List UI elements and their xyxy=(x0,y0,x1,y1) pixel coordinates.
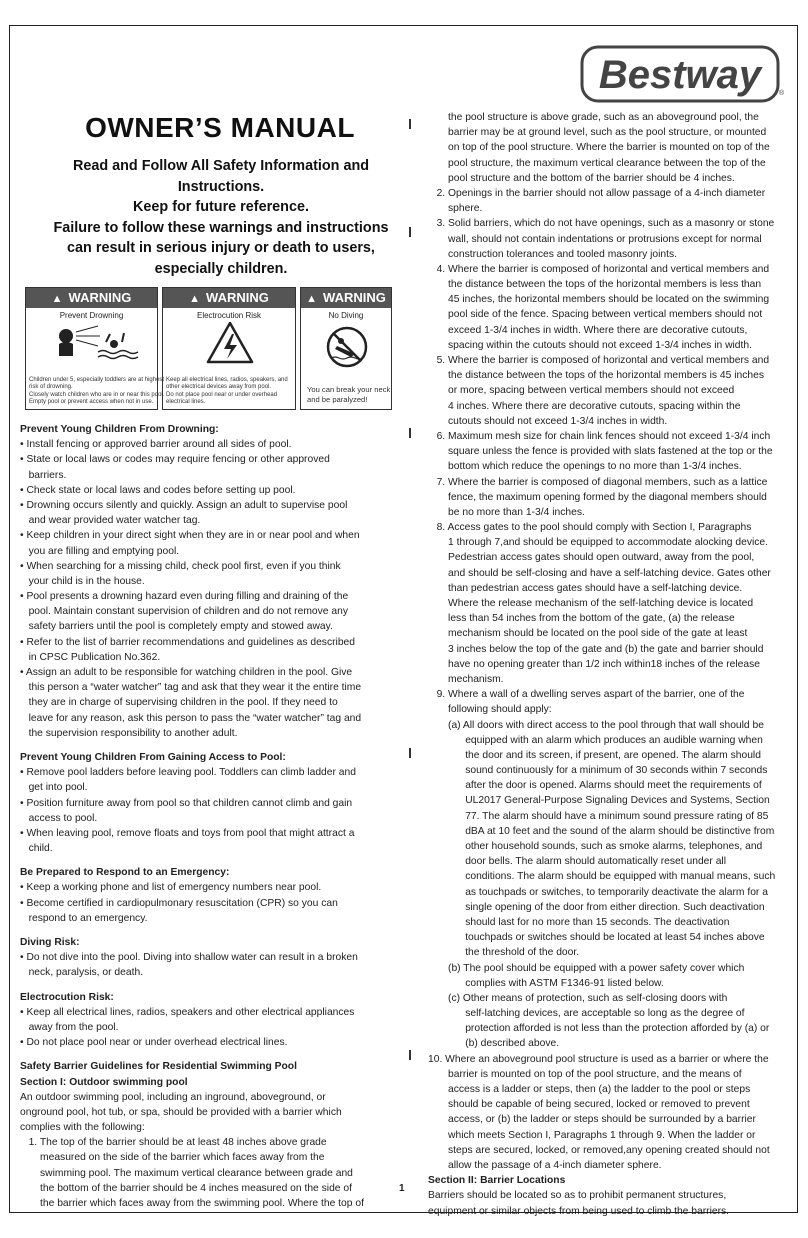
text-line: dBA at 10 feet and the sound of the alarm should be distinctive from xyxy=(428,825,775,837)
text-line: following should apply: xyxy=(428,704,552,716)
warning-box-electrocution xyxy=(162,287,296,410)
text-line: respond to an emergency. xyxy=(20,912,148,924)
column-separator xyxy=(409,119,411,129)
text-line: leave for any reason, ask this person to pass the “water watcher” tag and xyxy=(20,712,362,724)
text-line: this person a “water watcher” tag and ask that they wear it the entire time xyxy=(20,682,362,694)
text-line: measured on the side of the barrier which faces away from the xyxy=(20,1152,325,1164)
text-line: in CPSC Publication No.362. xyxy=(20,651,161,663)
text-line: other household sounds, such as smoke alarms, telephones, and xyxy=(428,841,763,852)
warning-text-line: risk of drowning. xyxy=(29,384,73,391)
text-line: mechanism. xyxy=(428,673,504,685)
text-line: the pool structure is above grade, such as an aboveground pool, the xyxy=(428,112,759,123)
text-line: equipped with an alarm which produces an audible warning when xyxy=(428,734,763,746)
text-line: • Become certified in cardiopulmonary resuscitation (CPR) so you can xyxy=(20,897,338,909)
spacer xyxy=(20,856,392,865)
text-line: • Keep a working phone and list of emergency numbers near pool. xyxy=(20,882,322,894)
logo-text: Bestway xyxy=(598,53,762,97)
safety-intro xyxy=(36,156,406,279)
no-diving-icon xyxy=(301,326,393,368)
text-line: have no opening greater than 1/2 inch within18 inches of the release xyxy=(428,658,761,670)
text-line: protection afforded is not less than the protection afforded by (a) or xyxy=(428,1023,770,1035)
text-line: away from the pool. xyxy=(20,1021,119,1033)
text-line: 3. Solid barriers, which do not have openings, such as a masonry or stone xyxy=(428,218,775,230)
left-column xyxy=(20,422,392,1211)
text-line: • Do not dive into the pool. Diving into shallow water can result in a broken xyxy=(20,952,358,964)
text-line: wall, should not contain indentations or protrusions except for normal xyxy=(428,233,762,245)
text-line: (c) Other means of protection, such as self-closing doors with xyxy=(428,992,728,1004)
spacer xyxy=(20,1050,392,1059)
spacer xyxy=(20,926,392,935)
text-line: • Refer to the list of barrier recommendations and guidelines as described xyxy=(20,636,355,648)
warning-subtitle: Electrocution Risk xyxy=(196,311,262,320)
warning-text xyxy=(166,377,293,406)
text-line: the supervision responsibility to another adult. xyxy=(20,727,238,739)
text-line: barrier is mounted on top of the pool structure, and the means of xyxy=(428,1068,742,1080)
text-line: barriers. xyxy=(20,469,67,481)
text-line: • Remove pool ladders before leaving pool. Toddlers can climb ladder and xyxy=(20,767,356,779)
text-line: An outdoor swimming pool, including an inground, aboveground, or xyxy=(20,1091,326,1103)
text-line: conditions. The alarm should be equipped with manual means, such xyxy=(428,871,776,883)
warning-text-line: Keep all electrical lines, radios, speakers, and xyxy=(166,377,288,384)
text-line: less than 54 inches from the bottom of the gate, (a) the release xyxy=(428,613,735,625)
text-line: 5. Where the barrier is composed of horizontal and vertical members and xyxy=(428,355,770,366)
warning-header xyxy=(26,288,157,308)
warning-subtitle: Prevent Drowning xyxy=(59,311,124,320)
page-number: 1 xyxy=(399,1183,405,1194)
text-line: the distance between the tops of the horizontal members is 45 inches xyxy=(428,370,764,382)
text-line: on top of the pool structure. Where the barrier is mounted on top of the xyxy=(428,142,770,154)
text-line: complies with ASTM F1346-91 listed below. xyxy=(428,977,664,989)
bestway-logo xyxy=(580,43,785,105)
spacer xyxy=(20,741,392,750)
intro-line: Read and Follow All Safety Information and xyxy=(72,158,370,174)
text-line: 7. Where the barrier is composed of diagonal members, such as a lattice xyxy=(428,476,768,488)
text-line: mechanism should be located on the pool side of the gate at least xyxy=(428,628,748,640)
section-heading: Section II: Barrier Locations xyxy=(428,1175,566,1187)
text-line: pool. Maintain constant supervision of children and do not remove any xyxy=(20,606,348,618)
column-separator xyxy=(409,428,411,438)
text-line: be no more than 1-3/4 inches. xyxy=(428,506,585,518)
text-line: exceed 1-3/4 inches in width. Where there are decorative cutouts, xyxy=(428,324,748,336)
text-line: touchpads or switches should be located at least 54 inches above xyxy=(428,932,765,944)
svg-text:®: ® xyxy=(779,90,785,97)
intro-line: Failure to follow these warnings and instructions xyxy=(53,219,389,236)
intro-line: can result in serious injury or death to users, xyxy=(67,240,375,256)
column-separator xyxy=(409,227,411,237)
text-line: • Position furniture away from pool so that children cannot climb and gain xyxy=(20,797,353,809)
warning-text-line: Do not place pool near or under overhead xyxy=(166,391,278,398)
text-line: 8. Access gates to the pool should comply with Section I, Paragraphs xyxy=(428,522,752,534)
warning-labels xyxy=(25,287,392,410)
text-line: • Do not place pool near or under overhead electrical lines. xyxy=(20,1037,288,1049)
section-heading: Be Prepared to Respond to an Emergency: xyxy=(20,867,230,879)
text-line: complies with the following: xyxy=(20,1122,145,1134)
page-title: OWNER’S MANUAL xyxy=(85,112,355,143)
text-line: 4 inches. Where there are decorative cutouts, spacing within the xyxy=(428,400,741,412)
drowning-child-icon xyxy=(26,322,159,364)
warning-text-line: Closely watch children who are in or near this pool. xyxy=(29,391,165,398)
section-heading: Electrocution Risk: xyxy=(20,991,114,1003)
text-line: Where the release mechanism of the self-latching device is located xyxy=(428,598,754,609)
text-line: the distance between the tops of the horizontal members is less than xyxy=(428,279,762,291)
section-heading: Diving Risk: xyxy=(20,937,80,948)
warning-text-line: other electrical devices away from pool. xyxy=(166,384,272,391)
text-line: • Keep all electrical lines, radios, speakers and other electrical appliances xyxy=(20,1006,355,1018)
text-line: the threshold of the door. xyxy=(428,947,580,959)
text-line: • Keep children in your direct sight when they are in or near pool and when xyxy=(20,530,360,542)
text-line: pool side of the fence. Spacing between vertical members should not xyxy=(428,309,763,321)
text-line: the bottom of the barrier should be 4 inches measured on the side of xyxy=(20,1182,352,1194)
warning-triangle-icon: ▲ xyxy=(51,293,63,305)
text-line: • State or local laws or codes may require fencing or other approved xyxy=(20,454,330,466)
text-line: the door and its screen, if present, are opened. The alarm should xyxy=(428,749,761,761)
text-line: after the door is opened. Alarms should meet the requirements of xyxy=(428,780,762,792)
text-line: neck, paralysis, or death. xyxy=(20,967,144,979)
text-line: sphere. xyxy=(428,203,483,215)
text-line: • When searching for a missing child, check pool first, even if you think xyxy=(20,560,341,572)
intro-line: Keep for future reference. xyxy=(133,199,309,215)
text-line: Pedestrian access gates should open outward, away from the pool, xyxy=(428,552,755,564)
section-heading: Safety Barrier Guidelines for Residential Swimming Pool xyxy=(20,1061,297,1073)
warning-text-line: Children under 5, especially toddlers are at highest xyxy=(29,377,165,384)
text-line: • Drowning occurs silently and quickly. Assign an adult to supervise pool xyxy=(20,499,348,511)
text-line: bottom which reduce the openings to no more than 1-3/4 inches. xyxy=(428,461,742,473)
text-line: square unless the fence is provided with slats fastened at the top or the xyxy=(428,446,773,458)
text-line: construction tolerances and tooled masonry joints. xyxy=(428,248,677,260)
text-line: • Install fencing or approved barrier around all sides of pool. xyxy=(20,439,292,451)
column-separator xyxy=(409,1050,411,1060)
text-line: cutouts should not exceed 1-3/4 inches in width. xyxy=(428,415,668,427)
text-line: • Assign an adult to be responsible for watching children in the pool. Give xyxy=(20,667,353,678)
text-line: 4. Where the barrier is composed of horizontal and vertical members and xyxy=(428,263,770,275)
text-line: your child is in the house. xyxy=(20,575,145,587)
text-line: 9. Where a wall of a dwelling serves aspart of the barrier, one of the xyxy=(428,689,745,701)
text-line: single opening of the door from either direction. Such deactivation xyxy=(428,901,765,913)
section-heading: Prevent Young Children From Drowning: xyxy=(20,424,219,435)
text-line: than pedestrian access gates should have a self-latching device. xyxy=(428,582,743,594)
warning-subtitle: No Diving xyxy=(328,311,364,320)
text-line: pool structure, the maximum vertical clearance between the top of the xyxy=(428,157,766,169)
warning-header xyxy=(301,288,391,308)
text-line: 2. Openings in the barrier should not allow passage of a 4-inch diameter xyxy=(428,187,766,199)
warning-box-no-diving xyxy=(300,287,392,410)
text-line: spacing within the cutouts should not exceed 1-3/4 inches in width. xyxy=(428,339,752,351)
text-line: 1. The top of the barrier should be at least 48 inches above grade xyxy=(20,1137,327,1149)
text-line: child. xyxy=(20,843,53,855)
text-line: swimming pool. The maximum vertical clearance between grade and xyxy=(20,1167,353,1179)
text-line: allow the passage of a 4-inch diameter sphere. xyxy=(428,1159,662,1171)
warning-text xyxy=(307,385,389,405)
warning-text-line: electrical lines. xyxy=(166,398,206,405)
warning-label: WARNING xyxy=(206,290,269,305)
text-line: fence, the maximum opening formed by the diagonal members should xyxy=(428,491,767,503)
text-line: equipment or similar objects from being used to climb the barriers. xyxy=(428,1205,730,1217)
text-line: 45 inches, the horizontal members should be located on the swimming xyxy=(428,294,770,306)
text-line: sound continuously for a minimum of 30 seconds within 7 seconds xyxy=(428,765,768,777)
text-line: self-latching devices, are acceptable so long as the degree of xyxy=(428,1008,745,1020)
text-line: 1 through 7,and should be equipped to accommodate alocking device. xyxy=(428,537,769,549)
warning-label: WARNING xyxy=(323,290,386,305)
warning-box-drowning xyxy=(25,287,165,410)
text-line: should last for no more than 15 seconds. The deactivation xyxy=(428,916,730,928)
text-line: and wear provided water watcher tag. xyxy=(20,515,201,527)
text-line: get into pool. xyxy=(20,782,88,794)
text-line: access is a ladder or steps, then (a) the ladder to the pool or steps xyxy=(428,1084,751,1095)
text-line: access, or (b) the ladder or steps should be surrounded by a barrier xyxy=(428,1114,756,1126)
text-line: UL2017 General-Purpose Signaling Devices and Systems, Section xyxy=(428,795,770,807)
text-line: pool structure and the bottom of the barrier should be 4 inches. xyxy=(428,172,735,184)
intro-line: especially children. xyxy=(154,260,288,277)
text-line: 10. Where an aboveground pool structure is used as a barrier or where the xyxy=(428,1053,769,1065)
right-column xyxy=(428,110,786,1219)
section-heading: Prevent Young Children From Gaining Access to Pool: xyxy=(20,751,286,763)
warning-text-line: and be paralyzed! xyxy=(307,395,368,404)
text-line: should be capable of being secured, locked or removed to prevent xyxy=(428,1099,750,1111)
text-line: (a) All doors with direct access to the pool through that wall should be xyxy=(428,719,764,731)
text-line: 6. Maximum mesh size for chain link fences should not exceed 1-3/4 inch xyxy=(428,430,771,442)
text-line: onground pool, hot tub, or spa, should be provided with a barrier which xyxy=(20,1106,342,1118)
text-line: (b) The pool should be equipped with a power safety cover which xyxy=(428,962,745,974)
text-line: as touchpads or switches, to temporarily deactivate the alarm for a xyxy=(428,886,768,898)
text-line: door bells. The alarm should automatically reset under all xyxy=(428,856,726,868)
text-line: and should be self-closing and have a self-latching device. Gates other xyxy=(428,567,771,579)
text-line: safety barriers until the pool is completely empty and stowed away. xyxy=(20,621,333,633)
warning-triangle-icon: ▲ xyxy=(189,293,201,305)
text-line: 77. The alarm should have a minimum sound pressure rating of 85 xyxy=(428,810,769,822)
text-line: access to pool. xyxy=(20,812,98,824)
column-separator xyxy=(409,748,411,758)
text-line: • Pool presents a drowning hazard even during filling and draining of the xyxy=(20,591,349,603)
warning-text-line: Empty pool or prevent access when not in use. xyxy=(29,398,154,405)
text-line: barrier may be at ground level, such as the pool structure, or mounted xyxy=(428,127,767,139)
text-line: the barrier which faces away from the swimming pool. Where the top of xyxy=(20,1198,364,1209)
text-line: which meets Section I, Paragraphs 1 through 9. When the ladder or xyxy=(428,1129,756,1141)
warning-triangle-icon: ▲ xyxy=(306,293,318,305)
high-voltage-icon xyxy=(163,322,297,364)
text-line: they are in charge of supervising children in the pool. If they need to xyxy=(20,697,338,709)
warning-text-line: You can break your neck xyxy=(307,385,391,394)
warning-header xyxy=(163,288,295,308)
text-line: you are filling and emptying pool. xyxy=(20,545,180,557)
text-line: • When leaving pool, remove floats and toys from pool that might attract a xyxy=(20,827,355,839)
intro-line: Instructions. xyxy=(177,178,265,195)
text-line: steps are secured, locked, or removed,any opening created should not xyxy=(428,1144,770,1156)
text-line: 3 inches below the top of the gate and (b) the gate and barrier should xyxy=(428,643,764,655)
warning-text xyxy=(29,377,165,406)
text-line: • Check state or local laws and codes before setting up pool. xyxy=(20,484,296,496)
text-line: Barriers should be located so as to prohibit permanent structures, xyxy=(428,1190,727,1202)
section-heading: Section I: Outdoor swimming pool xyxy=(20,1076,188,1088)
text-line: or more, spacing between vertical members should not exceed xyxy=(428,385,735,397)
text-line: (b) described above. xyxy=(428,1038,560,1050)
spacer xyxy=(20,981,392,990)
warning-label: WARNING xyxy=(68,290,132,305)
